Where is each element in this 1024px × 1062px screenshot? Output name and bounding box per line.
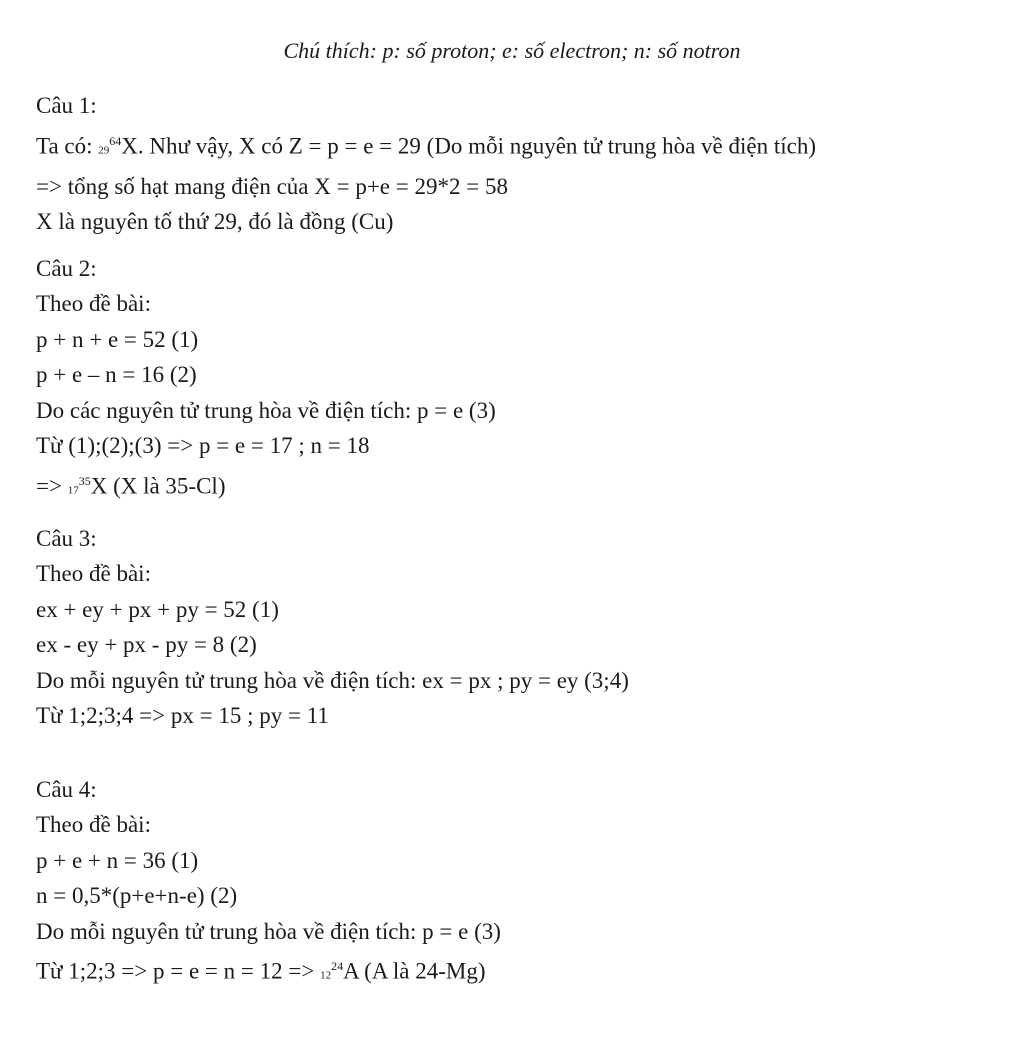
question-4-line-5 [36, 949, 994, 994]
question-3-line-5: Từ 1;2;3;4 => px = 15 ; py = 11 [36, 703, 329, 729]
question-3-line-2: ex + ey + px + py = 52 (1) [36, 596, 279, 622]
question-1-title: Câu 1: [36, 93, 97, 118]
atomic-number: 29 [98, 144, 110, 157]
isotope-notation [320, 949, 343, 994]
mass-number: 24 [331, 959, 344, 974]
legend-note: Chú thích: p: số proton; e: số electron; n: số notron [283, 38, 741, 63]
question-2 [36, 251, 994, 509]
question-1-line-3: X là nguyên tố thứ 29, đó là đồng (Cu) [36, 209, 394, 235]
text-segment: Từ 1;2;3 => p = e = n = 12 => [36, 958, 321, 984]
question-1 [36, 88, 994, 240]
text-segment: X (X là 35-Cl) [90, 473, 226, 499]
isotope-notation [98, 124, 121, 169]
question-4-line-2: p + e + n = 36 (1) [36, 847, 199, 873]
question-3 [36, 521, 994, 734]
question-4-title: Câu 4: [36, 776, 97, 802]
mass-number: 64 [109, 133, 122, 148]
text-segment: A (A là 24-Mg) [343, 958, 486, 984]
question-4-line-1: Theo đề bài: [36, 812, 151, 838]
question-1-line-1 [36, 124, 994, 169]
question-1-line-2: => tổng số hạt mang điện của X = p+e = 29*2 = 58 [36, 173, 508, 199]
question-3-title: Câu 3: [36, 525, 97, 551]
question-4-line-4: Do mỗi nguyên tử trung hòa về điện tích: p = e (3) [36, 918, 501, 944]
atomic-number: 12 [320, 969, 332, 982]
question-2-line-3: p + e – n = 16 (2) [36, 362, 197, 388]
isotope-notation [68, 464, 91, 509]
question-4 [36, 772, 994, 995]
question-2-title: Câu 2: [36, 255, 97, 281]
question-2-line-4: Do các nguyên tử trung hòa về điện tích: p = e (3) [36, 397, 496, 423]
text-segment: => [36, 473, 68, 499]
question-3-line-1: Theo đề bài: [36, 561, 151, 587]
mass-number: 35 [78, 473, 91, 488]
question-2-line-5: Từ (1);(2);(3) => p = e = 17 ; n = 18 [36, 433, 370, 459]
question-3-line-3: ex - ey + px - py = 8 (2) [36, 632, 257, 658]
text-segment: X. Như vậy, X có Z = p = e = 29 (Do mỗi nguyên tử trung hòa về điện tích) [121, 133, 816, 159]
question-2-line-1: Theo đề bài: [36, 291, 151, 317]
question-2-line-2: p + n + e = 52 (1) [36, 326, 199, 352]
question-4-line-3: n = 0,5*(p+e+n-e) (2) [36, 883, 238, 909]
content [36, 88, 994, 994]
text-segment: Ta có: [36, 133, 99, 159]
question-3-line-4: Do mỗi nguyên tử trung hòa về điện tích: ex = px ; py = ey (3;4) [36, 667, 629, 693]
question-2-line-6 [36, 464, 994, 509]
atomic-number: 17 [67, 484, 79, 497]
